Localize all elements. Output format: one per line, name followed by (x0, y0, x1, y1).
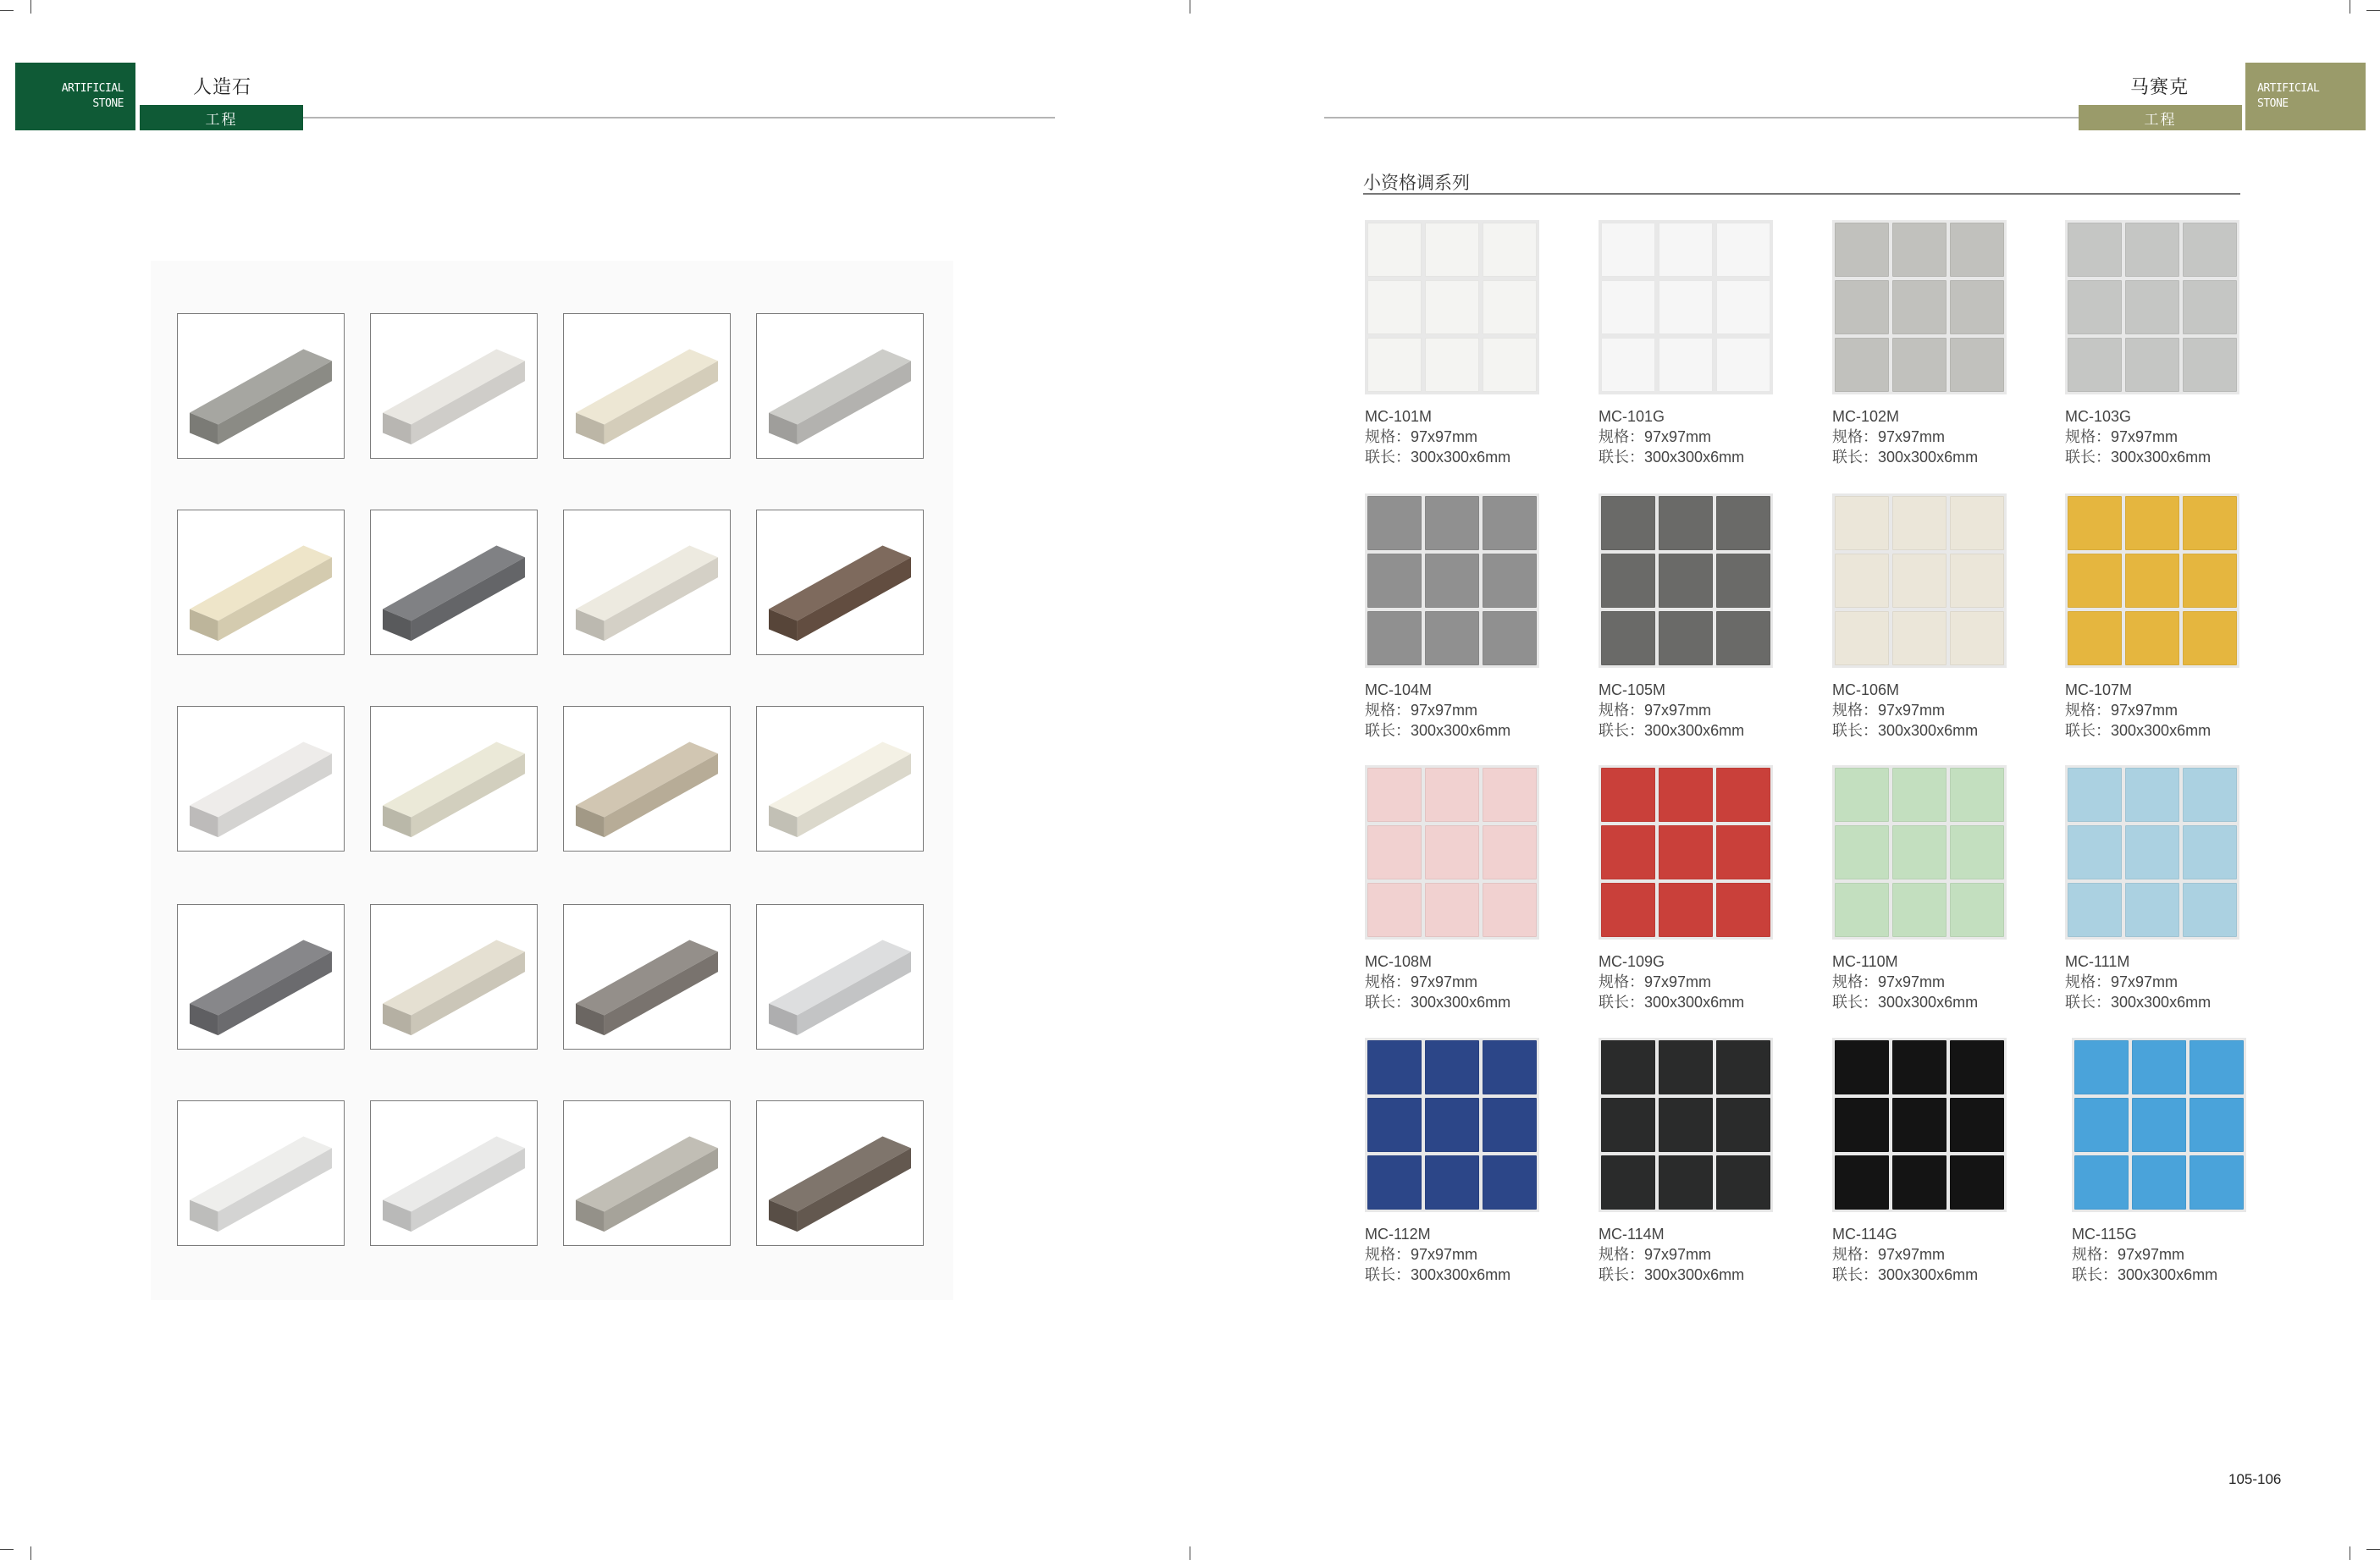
stone-profile-item (370, 1100, 538, 1246)
stone-gallery (151, 261, 953, 1300)
stone-profile-image (178, 314, 344, 458)
mosaic-chip (1367, 338, 1422, 392)
mosaic-info (1599, 951, 1744, 1012)
subtitle-bar-left: 工程 (140, 105, 303, 130)
mosaic-tile-swatch (2065, 220, 2239, 394)
mosaic-chip (1425, 1040, 1479, 1094)
mosaic-chip (1892, 280, 1947, 334)
mosaic-chip (2074, 1155, 2129, 1210)
mosaic-chip (1659, 280, 1713, 334)
mosaic-chip (1601, 883, 1655, 937)
mosaic-tile-swatch (1365, 220, 1539, 394)
mosaic-tile-swatch (1599, 765, 1773, 940)
stone-profile-item (177, 904, 345, 1050)
mosaic-chip (1835, 1155, 1889, 1210)
mosaic-chip (1601, 1155, 1655, 1210)
mosaic-tile-swatch (1365, 765, 1539, 940)
mosaic-chip (1659, 883, 1713, 937)
mosaic-code: MC-103G (2065, 408, 2132, 425)
mosaic-info (1365, 1224, 1510, 1285)
mosaic-code: MC-104M (1365, 681, 1433, 698)
mosaic-chip (2068, 768, 2122, 822)
mosaic-code: MC-105M (1599, 681, 1666, 698)
category-title-left: 人造石 (193, 77, 252, 98)
mosaic-chip (1601, 223, 1655, 277)
mosaic-info (2065, 406, 2211, 467)
mosaic-chip (1425, 554, 1479, 608)
stone-profile-image (757, 1101, 923, 1245)
mosaic-chip (1950, 825, 2004, 879)
mosaic-chip (1601, 554, 1655, 608)
mosaic-tile-swatch (1832, 765, 2007, 940)
stone-profile-image (178, 707, 344, 851)
mosaic-chip (1950, 338, 2004, 392)
mosaic-spec: 规格：97x97mm (2065, 973, 2178, 990)
mosaic-chip (1716, 883, 1770, 937)
mosaic-code: MC-107M (2065, 681, 2133, 698)
mosaic-chip (1483, 223, 1537, 277)
mosaic-chip (1483, 883, 1537, 937)
mosaic-tile-swatch (2065, 493, 2239, 668)
mosaic-chip (1892, 338, 1947, 392)
mosaic-chip (2125, 611, 2179, 665)
mosaic-chip (1601, 280, 1655, 334)
mosaic-tile-swatch (2065, 765, 2239, 940)
stone-profile-image (178, 510, 344, 654)
mosaic-chip (1367, 611, 1422, 665)
mosaic-sheet: 联长：300x300x6mm (1832, 994, 1979, 1011)
stone-profile-item (563, 313, 731, 459)
category-title-right: 马赛克 (2130, 77, 2189, 98)
mosaic-info (1832, 406, 1978, 467)
mosaic-chip (1892, 554, 1947, 608)
mosaic-chip (1483, 768, 1537, 822)
badge-text-line2: STONE (2257, 97, 2289, 110)
mosaic-chip (2074, 1040, 2129, 1094)
mosaic-sheet: 联长：300x300x6mm (1365, 722, 1511, 739)
mosaic-sheet: 联长：300x300x6mm (1599, 449, 1745, 466)
mosaic-chip (1716, 1155, 1770, 1210)
stone-profile-image (178, 905, 344, 1049)
mosaic-sheet: 联长：300x300x6mm (1365, 994, 1511, 1011)
mosaic-chip (1659, 1040, 1713, 1094)
mosaic-chip (1601, 338, 1655, 392)
stone-profile-item (756, 313, 924, 459)
mosaic-chip (1716, 554, 1770, 608)
mosaic-chip (1835, 223, 1889, 277)
stone-profile-image (178, 1101, 344, 1245)
mosaic-info (2072, 1224, 2217, 1285)
mosaic-sheet: 联长：300x300x6mm (1599, 994, 1745, 1011)
mosaic-code: MC-101G (1599, 408, 1665, 425)
mosaic-sheet: 联长：300x300x6mm (1832, 1266, 1979, 1283)
mosaic-chip (1659, 1155, 1713, 1210)
mosaic-chip (2068, 825, 2122, 879)
mosaic-chip (1483, 1040, 1537, 1094)
mosaic-info (1365, 680, 1510, 741)
mosaic-chip (2183, 611, 2237, 665)
mosaic-tile-swatch (1832, 493, 2007, 668)
mosaic-chip (2125, 768, 2179, 822)
mosaic-chip (2074, 1098, 2129, 1152)
mosaic-code: MC-110M (1832, 953, 1898, 970)
mosaic-chip (1835, 338, 1889, 392)
mosaic-chip (1892, 825, 1947, 879)
mosaic-code: MC-101M (1365, 408, 1433, 425)
mosaic-chip (1835, 496, 1889, 550)
mosaic-chip (2068, 280, 2122, 334)
brand-badge-left (15, 63, 135, 130)
mosaic-tile-swatch (1365, 1038, 1539, 1212)
mosaic-chip (1716, 1098, 1770, 1152)
mosaic-chip (2189, 1040, 2244, 1094)
mosaic-chip (2125, 883, 2179, 937)
mosaic-spec: 规格：97x97mm (1365, 1246, 1478, 1263)
stone-profile-image (757, 314, 923, 458)
mosaic-spec: 规格：97x97mm (1599, 702, 1712, 719)
crop-mark (0, 10, 14, 11)
header-rule-left (303, 117, 1055, 119)
mosaic-chip (1601, 496, 1655, 550)
mosaic-chip (1483, 554, 1537, 608)
stone-profile-image (371, 314, 537, 458)
mosaic-chip (1950, 223, 2004, 277)
stone-profile-image (564, 314, 730, 458)
mosaic-spec: 规格：97x97mm (1365, 702, 1478, 719)
mosaic-chip (1892, 768, 1947, 822)
mosaic-chip (1716, 611, 1770, 665)
crop-mark (30, 0, 31, 14)
stone-profile-image (564, 905, 730, 1049)
mosaic-chip (1483, 338, 1537, 392)
mosaic-chip (1601, 768, 1655, 822)
stone-profile-item (370, 313, 538, 459)
mosaic-chip (1892, 496, 1947, 550)
mosaic-chip (1716, 223, 1770, 277)
mosaic-chip (1716, 338, 1770, 392)
mosaic-chip (1659, 496, 1713, 550)
mosaic-chip (2068, 611, 2122, 665)
mosaic-chip (1892, 1040, 1947, 1094)
stone-profile-item (756, 904, 924, 1050)
mosaic-chip (1892, 611, 1947, 665)
stone-profile-item (370, 510, 538, 655)
mosaic-chip (1425, 883, 1479, 937)
mosaic-code: MC-111M (2065, 953, 2130, 970)
mosaic-chip (1835, 1098, 1889, 1152)
stone-profile-image (371, 1101, 537, 1245)
mosaic-chip (1483, 611, 1537, 665)
mosaic-chip (1367, 496, 1422, 550)
mosaic-chip (1659, 825, 1713, 879)
mosaic-chip (1950, 554, 2004, 608)
mosaic-code: MC-108M (1365, 953, 1433, 970)
mosaic-chip (1950, 1098, 2004, 1152)
mosaic-tile-swatch (2072, 1038, 2246, 1212)
mosaic-spec: 规格：97x97mm (2065, 428, 2178, 445)
stone-profile-item (177, 510, 345, 655)
mosaic-sheet: 联长：300x300x6mm (1832, 449, 1979, 466)
stone-profile-item (370, 904, 538, 1050)
mosaic-chip (1367, 1098, 1422, 1152)
mosaic-chip (1835, 883, 1889, 937)
mosaic-chip (2068, 338, 2122, 392)
mosaic-spec: 规格：97x97mm (1832, 702, 1946, 719)
mosaic-chip (2183, 223, 2237, 277)
mosaic-chip (1425, 1098, 1479, 1152)
mosaic-chip (1835, 1040, 1889, 1094)
mosaic-chip (1950, 883, 2004, 937)
mosaic-info (1832, 1224, 1978, 1285)
mosaic-chip (1425, 280, 1479, 334)
mosaic-chip (1483, 1098, 1537, 1152)
mosaic-spec: 规格：97x97mm (1599, 428, 1712, 445)
crop-mark (30, 1546, 31, 1560)
mosaic-chip (2189, 1155, 2244, 1210)
mosaic-chip (2125, 338, 2179, 392)
mosaic-sheet: 联长：300x300x6mm (2065, 994, 2212, 1011)
mosaic-chip (2189, 1098, 2244, 1152)
stone-profile-item (756, 510, 924, 655)
mosaic-chip (1659, 338, 1713, 392)
mosaic-chip (1950, 611, 2004, 665)
mosaic-spec: 规格：97x97mm (2065, 702, 2178, 719)
mosaic-chip (1601, 825, 1655, 879)
mosaic-chip (1425, 223, 1479, 277)
crop-mark (2366, 10, 2380, 11)
mosaic-chip (1950, 768, 2004, 822)
mosaic-chip (2132, 1040, 2186, 1094)
mosaic-chip (1892, 223, 1947, 277)
brand-badge-right (2245, 63, 2366, 130)
mosaic-chip (1425, 496, 1479, 550)
series-title: 小资格调系列 (1363, 173, 1470, 193)
mosaic-info (1599, 406, 1744, 467)
mosaic-chip (2183, 496, 2237, 550)
mosaic-chip (1425, 768, 1479, 822)
mosaic-info (2065, 951, 2211, 1012)
stone-profile-item (563, 510, 731, 655)
mosaic-chip (1716, 496, 1770, 550)
stone-profile-image (371, 707, 537, 851)
mosaic-chip (1950, 496, 2004, 550)
mosaic-chip (2068, 554, 2122, 608)
mosaic-chip (2183, 825, 2237, 879)
mosaic-spec: 规格：97x97mm (1832, 973, 1946, 990)
mosaic-chip (1367, 223, 1422, 277)
mosaic-chip (1835, 554, 1889, 608)
mosaic-sheet: 联长：300x300x6mm (1599, 722, 1745, 739)
stone-profile-image (371, 905, 537, 1049)
mosaic-chip (2125, 496, 2179, 550)
mosaic-chip (1716, 768, 1770, 822)
mosaic-spec: 规格：97x97mm (1365, 428, 1478, 445)
mosaic-chip (1659, 554, 1713, 608)
stone-profile-item (563, 706, 731, 852)
stone-profile-image (757, 905, 923, 1049)
mosaic-info (1832, 680, 1978, 741)
mosaic-sheet: 联长：300x300x6mm (1365, 1266, 1511, 1283)
mosaic-chip (1425, 611, 1479, 665)
mosaic-chip (1367, 768, 1422, 822)
mosaic-tile-swatch (1599, 220, 1773, 394)
crop-mark (2366, 1549, 2380, 1550)
mosaic-chip (2068, 496, 2122, 550)
mosaic-sheet: 联长：300x300x6mm (2065, 722, 2212, 739)
mosaic-tile-swatch (1832, 220, 2007, 394)
mosaic-code: MC-109G (1599, 953, 1665, 970)
mosaic-chip (1367, 883, 1422, 937)
mosaic-chip (1892, 883, 1947, 937)
mosaic-sheet: 联长：300x300x6mm (1365, 449, 1511, 466)
stone-profile-item (756, 706, 924, 852)
mosaic-chip (2132, 1098, 2186, 1152)
mosaic-chip (2125, 825, 2179, 879)
badge-text-line1: ARTIFICIAL (2257, 82, 2320, 95)
mosaic-code: MC-106M (1832, 681, 1900, 698)
mosaic-info (1599, 680, 1744, 741)
mosaic-chip (1835, 611, 1889, 665)
mosaic-chip (1367, 554, 1422, 608)
mosaic-tile-swatch (1832, 1038, 2007, 1212)
mosaic-info (2065, 680, 2211, 741)
mosaic-chip (1835, 280, 1889, 334)
mosaic-info (1365, 951, 1510, 1012)
mosaic-chip (1835, 825, 1889, 879)
mosaic-chip (2125, 280, 2179, 334)
stone-profile-item (563, 1100, 731, 1246)
mosaic-chip (1659, 611, 1713, 665)
mosaic-chip (1483, 825, 1537, 879)
stone-profile-item (563, 904, 731, 1050)
mosaic-chip (2183, 554, 2237, 608)
mosaic-chip (2183, 338, 2237, 392)
mosaic-chip (1367, 1040, 1422, 1094)
stone-profile-image (371, 510, 537, 654)
stone-profile-image (757, 707, 923, 851)
mosaic-spec: 规格：97x97mm (1599, 973, 1712, 990)
mosaic-code: MC-112M (1365, 1226, 1431, 1243)
stone-profile-item (756, 1100, 924, 1246)
mosaic-chip (1892, 1098, 1947, 1152)
mosaic-chip (1601, 611, 1655, 665)
stone-profile-image (564, 707, 730, 851)
mosaic-tile-swatch (1365, 493, 1539, 668)
stone-profile-item (177, 313, 345, 459)
mosaic-chip (1601, 1098, 1655, 1152)
crop-mark (0, 1549, 14, 1550)
mosaic-tile-swatch (1599, 1038, 1773, 1212)
mosaic-chip (1425, 338, 1479, 392)
mosaic-spec: 规格：97x97mm (1832, 1246, 1946, 1263)
subtitle-bar-right: 工程 (2079, 105, 2242, 130)
mosaic-chip (1601, 1040, 1655, 1094)
mosaic-chip (2183, 280, 2237, 334)
mosaic-chip (1950, 1155, 2004, 1210)
stone-profile-image (564, 510, 730, 654)
stone-profile-image (564, 1101, 730, 1245)
mosaic-chip (2125, 554, 2179, 608)
mosaic-code: MC-114G (1832, 1226, 1897, 1243)
mosaic-info (1832, 951, 1978, 1012)
mosaic-chip (1367, 280, 1422, 334)
mosaic-chip (1659, 768, 1713, 822)
mosaic-chip (2132, 1155, 2186, 1210)
mosaic-chip (1716, 280, 1770, 334)
mosaic-chip (2125, 223, 2179, 277)
stone-profile-image (757, 510, 923, 654)
mosaic-info (1599, 1224, 1744, 1285)
mosaic-spec: 规格：97x97mm (1599, 1246, 1712, 1263)
mosaic-chip (1716, 1040, 1770, 1094)
mosaic-chip (1367, 1155, 1422, 1210)
mosaic-info (1365, 406, 1510, 467)
mosaic-chip (1483, 496, 1537, 550)
mosaic-chip (1950, 1040, 2004, 1094)
mosaic-chip (1716, 825, 1770, 879)
mosaic-spec: 规格：97x97mm (1365, 973, 1478, 990)
mosaic-chip (2183, 768, 2237, 822)
header-rule-right (1324, 117, 2079, 119)
mosaic-sheet: 联长：300x300x6mm (2065, 449, 2212, 466)
mosaic-sheet: 联长：300x300x6mm (1832, 722, 1979, 739)
series-rule (1363, 193, 2240, 195)
mosaic-chip (2068, 223, 2122, 277)
mosaic-sheet: 联长：300x300x6mm (2072, 1266, 2218, 1283)
mosaic-tile-swatch (1599, 493, 1773, 668)
stone-profile-item (177, 1100, 345, 1246)
mosaic-chip (1659, 1098, 1713, 1152)
mosaic-chip (1425, 825, 1479, 879)
mosaic-code: MC-114M (1599, 1226, 1665, 1243)
badge-text-line2: STONE (92, 97, 124, 110)
stone-profile-item (370, 706, 538, 852)
badge-text-line1: ARTIFICIAL (61, 82, 124, 95)
mosaic-chip (1659, 223, 1713, 277)
mosaic-chip (1835, 768, 1889, 822)
mosaic-chip (1425, 1155, 1479, 1210)
mosaic-chip (1483, 1155, 1537, 1210)
mosaic-chip (1892, 1155, 1947, 1210)
mosaic-sheet: 联长：300x300x6mm (1599, 1266, 1745, 1283)
mosaic-chip (1367, 825, 1422, 879)
mosaic-chip (2068, 883, 2122, 937)
mosaic-code: MC-115G (2072, 1226, 2137, 1243)
mosaic-spec: 规格：97x97mm (1832, 428, 1946, 445)
stone-profile-item (177, 706, 345, 852)
mosaic-chip (2183, 883, 2237, 937)
mosaic-chip (1483, 280, 1537, 334)
mosaic-spec: 规格：97x97mm (2072, 1246, 2185, 1263)
mosaic-code: MC-102M (1832, 408, 1900, 425)
page-number: 105-106 (2228, 1471, 2282, 1487)
mosaic-chip (1950, 280, 2004, 334)
